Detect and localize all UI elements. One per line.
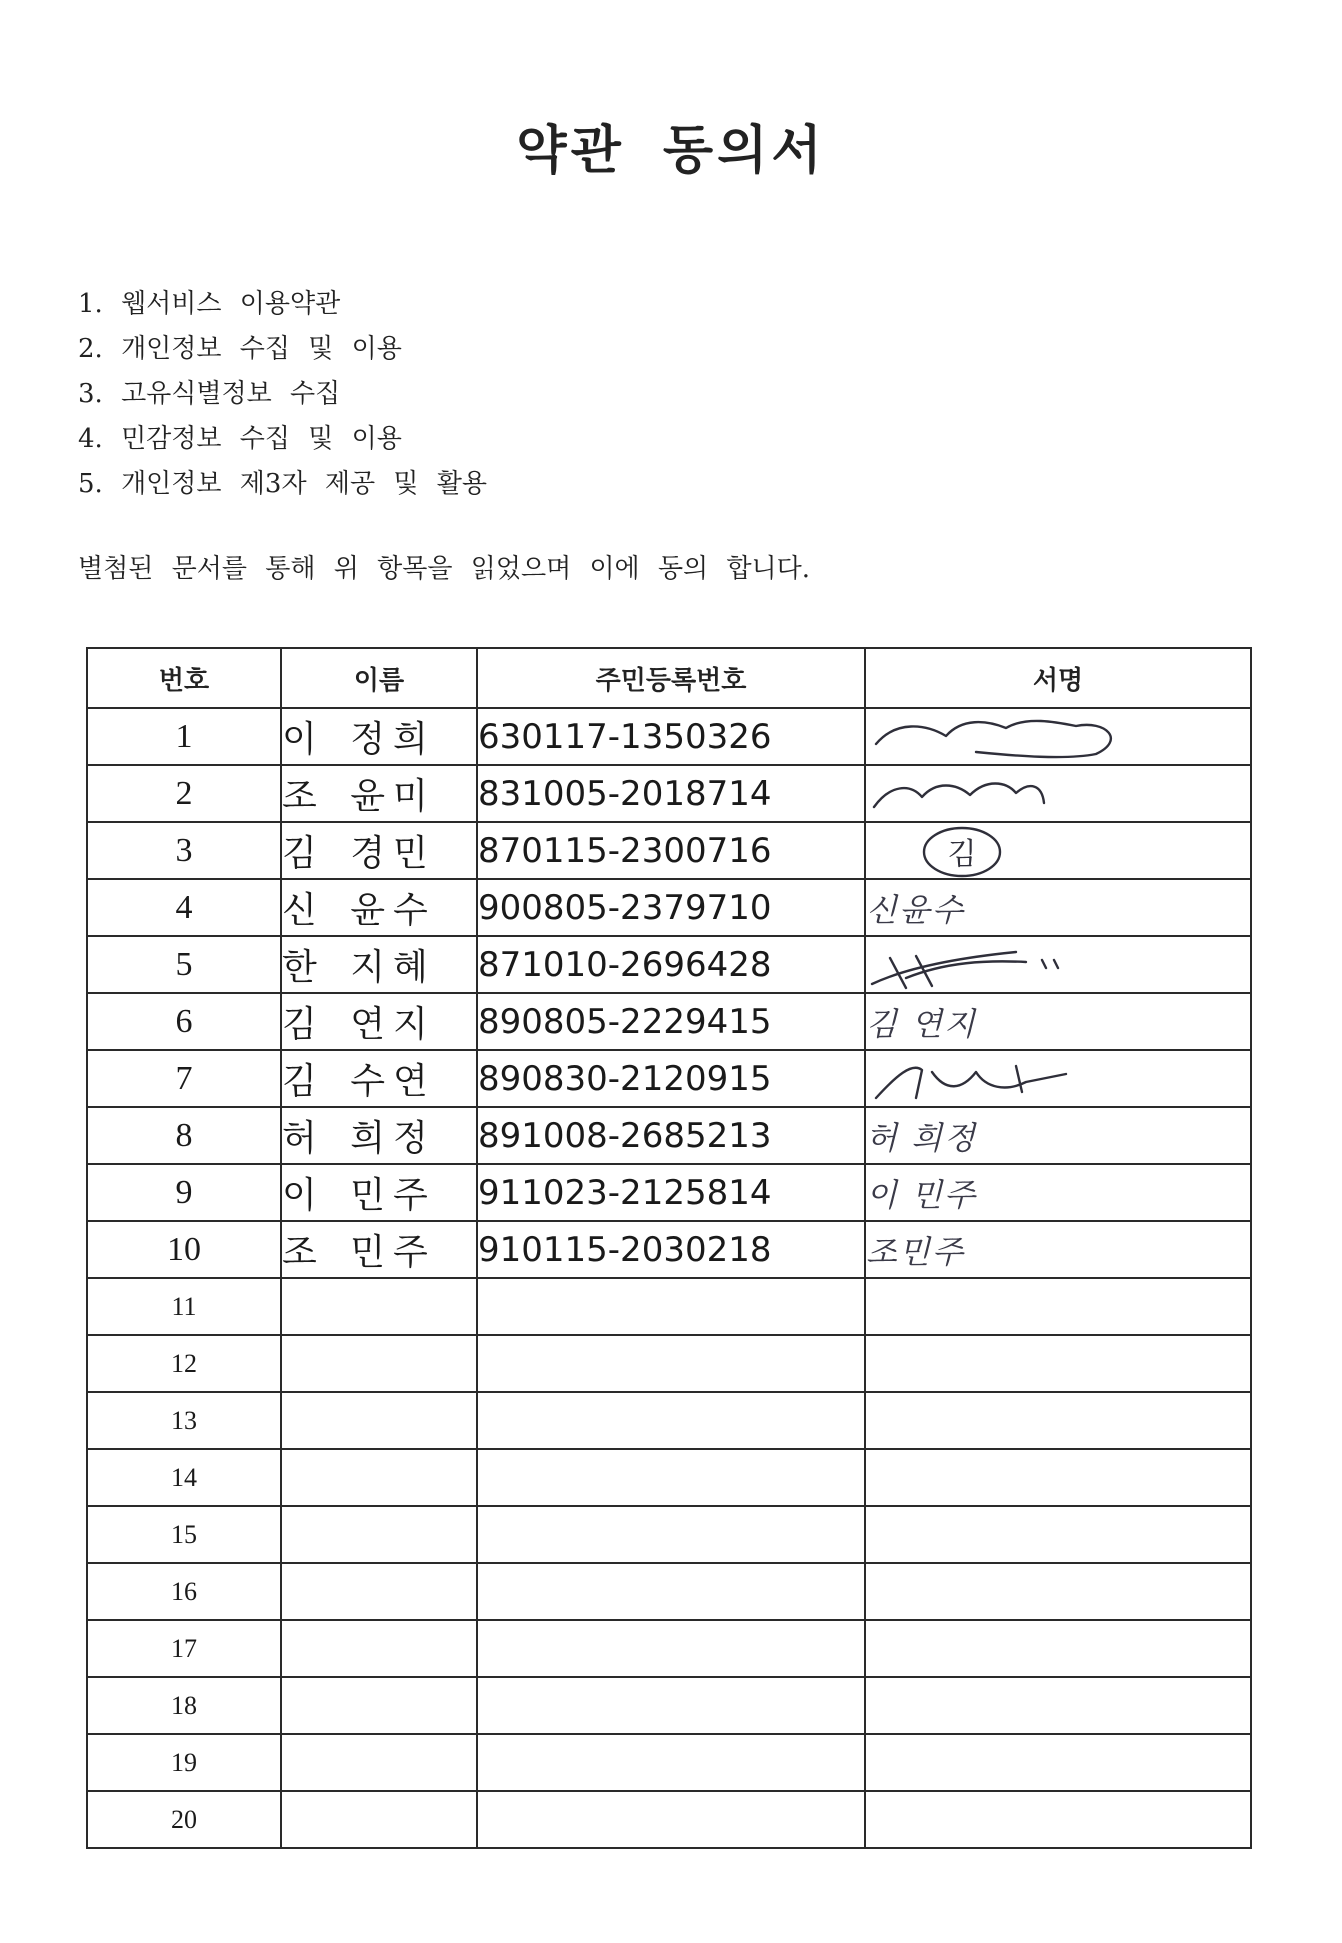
row-number: 19 [87,1734,281,1791]
table-row [87,936,1251,993]
row-signature [865,1278,1251,1335]
row-signature [865,993,1251,1050]
row-signature [865,1791,1251,1848]
row-resident-number: 630117-1350326 [477,708,865,765]
seal-text: 김 [947,836,977,872]
row-number: 7 [87,1050,281,1107]
signature-scribble-icon [866,710,1126,764]
row-number: 4 [87,879,281,936]
row-name: 김 수연 [281,1050,477,1107]
row-number: 14 [87,1449,281,1506]
row-signature [865,1677,1251,1734]
row-number: 18 [87,1677,281,1734]
terms-list [78,282,487,507]
row-signature [865,879,1251,936]
row-signature [865,1050,1251,1107]
row-number: 5 [87,936,281,993]
row-resident-number [477,1620,865,1677]
row-name: 이 정희 [281,708,477,765]
table-row [87,1620,1251,1677]
terms-item: 3. 고유식별정보 수집 [78,379,341,409]
row-name [281,1335,477,1392]
row-resident-number [477,1449,865,1506]
row-resident-number: 870115-2300716 [477,822,865,879]
row-resident-number: 871010-2696428 [477,936,865,993]
row-number: 10 [87,1221,281,1278]
header-number: 번호 [87,648,281,708]
table-row [87,822,1251,879]
table-header-row [87,648,1251,708]
header-signature: 서명 [865,648,1251,708]
row-number: 2 [87,765,281,822]
row-resident-number: 910115-2030218 [477,1221,865,1278]
row-signature [865,1620,1251,1677]
row-signature [865,1506,1251,1563]
row-resident-number [477,1791,865,1848]
row-number: 1 [87,708,281,765]
row-number: 16 [87,1563,281,1620]
table-body [87,708,1251,1848]
row-resident-number [477,1734,865,1791]
table-row [87,1449,1251,1506]
row-signature [865,822,1251,879]
signature-scribble-icon [866,824,1126,878]
row-number: 13 [87,1392,281,1449]
row-resident-number: 900805-2379710 [477,879,865,936]
row-name [281,1278,477,1335]
row-signature [865,1107,1251,1164]
row-name [281,1506,477,1563]
row-signature [865,1164,1251,1221]
row-signature [865,936,1251,993]
row-resident-number [477,1335,865,1392]
table-row [87,1050,1251,1107]
row-signature [865,1449,1251,1506]
row-number: 15 [87,1506,281,1563]
table-row [87,708,1251,765]
row-resident-number: 890830-2120915 [477,1050,865,1107]
row-name [281,1563,477,1620]
row-name [281,1392,477,1449]
row-signature [865,708,1251,765]
table-row [87,879,1251,936]
table-row [87,765,1251,822]
row-name: 신 윤수 [281,879,477,936]
row-number: 17 [87,1620,281,1677]
table-row [87,1677,1251,1734]
row-number: 12 [87,1335,281,1392]
table-row [87,1392,1251,1449]
row-name: 허 희정 [281,1107,477,1164]
row-name [281,1734,477,1791]
row-resident-number [477,1506,865,1563]
agreement-statement: 별첨된 문서를 통해 위 항목을 읽었으며 이에 동의 합니다. [78,554,811,584]
header-rrn: 주민등록번호 [477,648,865,708]
row-signature [865,1221,1251,1278]
row-resident-number [477,1392,865,1449]
row-resident-number: 911023-2125814 [477,1164,865,1221]
table-row [87,1335,1251,1392]
table-row [87,1278,1251,1335]
row-resident-number: 831005-2018714 [477,765,865,822]
terms-item: 4. 민감정보 수집 및 이용 [78,424,402,454]
signature-scribble-icon [866,767,1126,821]
document-title: 약관 동의서 [516,121,826,181]
row-number: 9 [87,1164,281,1221]
row-number: 3 [87,822,281,879]
signature-scribble-icon [866,938,1126,992]
terms-item: 5. 개인정보 제3자 제공 및 활용 [78,469,487,499]
table-row [87,1563,1251,1620]
signature-table [86,647,1252,1849]
row-resident-number: 890805-2229415 [477,993,865,1050]
table-row [87,993,1251,1050]
terms-item: 1. 웹서비스 이용약관 [78,289,341,319]
table-row [87,1506,1251,1563]
table-row [87,1164,1251,1221]
row-number: 8 [87,1107,281,1164]
handwritten-signature: 이 민주 [866,1175,977,1214]
row-number: 11 [87,1278,281,1335]
row-name [281,1449,477,1506]
row-signature [865,1563,1251,1620]
row-resident-number [477,1278,865,1335]
row-name: 김 경민 [281,822,477,879]
row-resident-number [477,1677,865,1734]
row-name: 조 민주 [281,1221,477,1278]
row-signature [865,1335,1251,1392]
table-row [87,1107,1251,1164]
row-name [281,1677,477,1734]
row-name: 조 윤미 [281,765,477,822]
handwritten-signature: 허 희정 [866,1118,977,1157]
row-resident-number: 891008-2685213 [477,1107,865,1164]
row-name [281,1791,477,1848]
row-name: 김 연지 [281,993,477,1050]
handwritten-signature: 신윤수 [866,890,965,929]
table-row [87,1734,1251,1791]
row-signature [865,1734,1251,1791]
row-resident-number [477,1563,865,1620]
header-name: 이름 [281,648,477,708]
table-row [87,1791,1251,1848]
row-name [281,1620,477,1677]
signature-scribble-icon [866,1052,1126,1106]
row-number: 6 [87,993,281,1050]
table-row [87,1221,1251,1278]
row-signature [865,1392,1251,1449]
handwritten-signature: 김 연지 [866,1004,977,1043]
row-signature [865,765,1251,822]
row-name: 한 지혜 [281,936,477,993]
row-name: 이 민주 [281,1164,477,1221]
terms-item: 2. 개인정보 수집 및 이용 [78,334,402,364]
handwritten-signature: 조민주 [866,1232,965,1271]
row-number: 20 [87,1791,281,1848]
